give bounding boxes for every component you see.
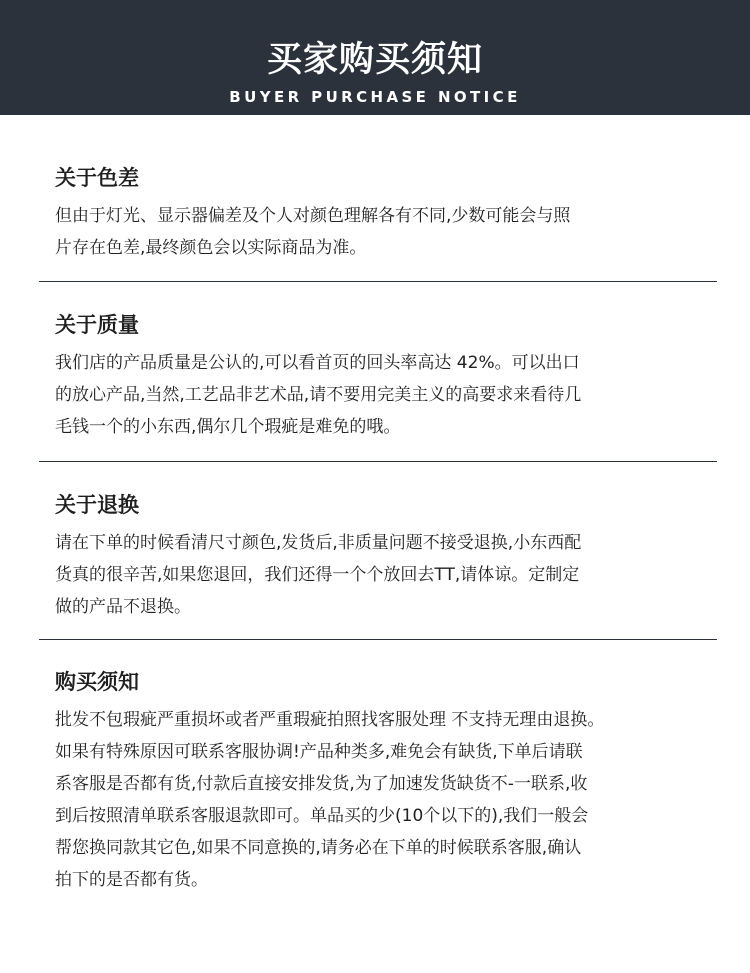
section-line: 做的产品不退换。 (55, 597, 191, 617)
section-title: 购买须知 (55, 670, 139, 694)
section-body (55, 704, 722, 896)
section-title: 关于退换 (55, 493, 139, 517)
section-line: 拍下的是否都有货。 (55, 870, 208, 890)
notice-header (0, 0, 750, 115)
notice-subtitle: BUYER PURCHASE NOTICE (229, 88, 521, 106)
section-line: 货真的很辛苦,如果您退回，我们还得一个个放回去TT,请体谅。定制定 (55, 565, 580, 585)
notice-content (0, 115, 750, 973)
section-line: 请在下单的时候看清尺寸颜色,发货后,非质量问题不接受退换,小东西配 (55, 533, 582, 553)
section-body (55, 527, 722, 623)
section-line: 的放心产品,当然,工艺品非艺术品,请不要用完美主义的高要求来看待几 (55, 385, 582, 405)
section-line: 毛钱一个的小东西,偶尔几个瑕疵是难免的哦。 (55, 417, 401, 437)
section-body (55, 347, 722, 443)
section-returns (0, 462, 750, 640)
section-color-difference (0, 115, 750, 282)
section-line: 帮您换同款其它色,如果不同意换的,请务必在下单的时候联系客服,确认 (55, 838, 582, 858)
section-line: 系客服是否都有货,付款后直接安排发货,为了加速发货缺货不-一联系,收 (55, 774, 588, 794)
notice-title: 买家购买须知 (266, 40, 483, 80)
section-line: 如果有特殊原因可联系客服协调!产品种类多,难免会有缺货,下单后请联 (55, 742, 583, 762)
section-title: 关于质量 (55, 313, 139, 337)
section-line: 片存在色差,最终颜色会以实际商品为准。 (55, 238, 367, 258)
section-quality (0, 282, 750, 462)
section-line: 我们店的产品质量是公认的,可以看首页的回头率高达 42%。可以出口 (55, 353, 580, 373)
section-line: 但由于灯光、显示器偏差及个人对颜色理解各有不同,少数可能会与照 (55, 206, 571, 226)
section-body (55, 200, 722, 264)
section-line: 批发不包瑕疵严重损坏或者严重瑕疵拍照找客服处理 不支持无理由退换。 (55, 710, 605, 730)
section-purchase-notice (0, 640, 750, 973)
section-title: 关于色差 (55, 166, 139, 190)
section-line: 到后按照清单联系客服退款即可。单品买的少(10个以下的),我们一般会 (55, 806, 589, 826)
